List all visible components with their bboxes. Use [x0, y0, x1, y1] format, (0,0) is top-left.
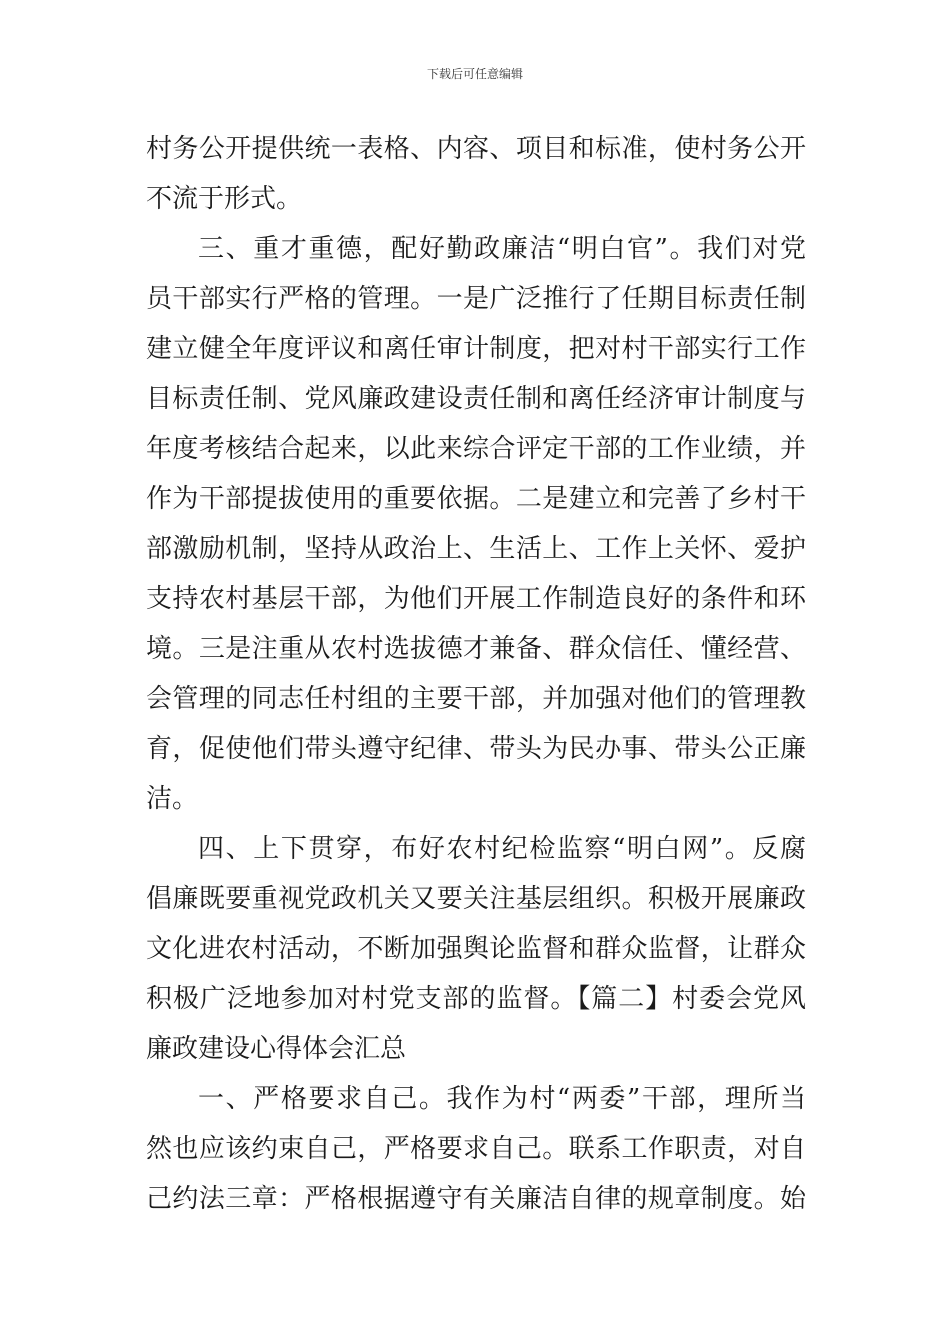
text-line: 作为干部提拔使用的重要依据。二是建立和完善了乡村干 [146, 484, 806, 514]
text-line: 目标责任制、党风廉政建设责任制和离任经济审计制度与 [146, 384, 806, 414]
paragraph-first-line: 四、上下贯穿，布好农村纪检监察“明白网”。反腐 [198, 834, 806, 864]
page-header-note: 下载后可任意编辑 [426, 67, 523, 81]
text-line: 倡廉既要重视党政机关又要关注基层组织。积极开展廉政 [146, 884, 806, 914]
text-line: 积极广泛地参加对村党支部的监督。【篇二】村委会党风 [146, 984, 806, 1014]
text-line: 员干部实行严格的管理。一是广泛推行了任期目标责任制 [146, 284, 806, 314]
text-line: 会管理的同志任村组的主要干部，并加强对他们的管理教 [146, 684, 806, 714]
text-line: 支持农村基层干部，为他们开展工作制造良好的条件和环 [146, 584, 806, 614]
text-line: 育，促使他们带头遵守纪律、带头为民办事、带头公正廉 [146, 734, 806, 764]
text-line: 己约法三章：严格根据遵守有关廉洁自律的规章制度。始 [146, 1184, 806, 1214]
text-line: 境。三是注重从农村选拔德才兼备、群众信任、懂经营、 [146, 634, 806, 664]
text-line: 部激励机制，坚持从政治上、生活上、工作上关怀、爱护 [146, 534, 806, 564]
text-line: 年度考核结合起来，以此来综合评定干部的工作业绩，并 [146, 434, 806, 464]
text-line: 不流于形式。 [146, 184, 303, 214]
text-line: 村务公开提供统一表格、内容、项目和标准，使村务公开 [146, 134, 806, 164]
text-line: 洁。 [146, 784, 199, 814]
paragraph-first-line: 三、重才重德，配好勤政廉洁“明白官”。我们对党 [198, 234, 806, 264]
text-line: 文化进农村活动，不断加强舆论监督和群众监督，让群众 [146, 934, 806, 964]
text-line: 建立健全年度评议和离任审计制度，把对村干部实行工作 [146, 334, 806, 364]
paragraph-first-line: 一、严格要求自己。我作为村“两委”干部，理所当 [198, 1084, 806, 1114]
text-line: 然也应该约束自己，严格要求自己。联系工作职责，对自 [146, 1134, 806, 1164]
text-line: 廉政建设心得体会汇总 [146, 1034, 407, 1064]
document-body [146, 124, 806, 1224]
